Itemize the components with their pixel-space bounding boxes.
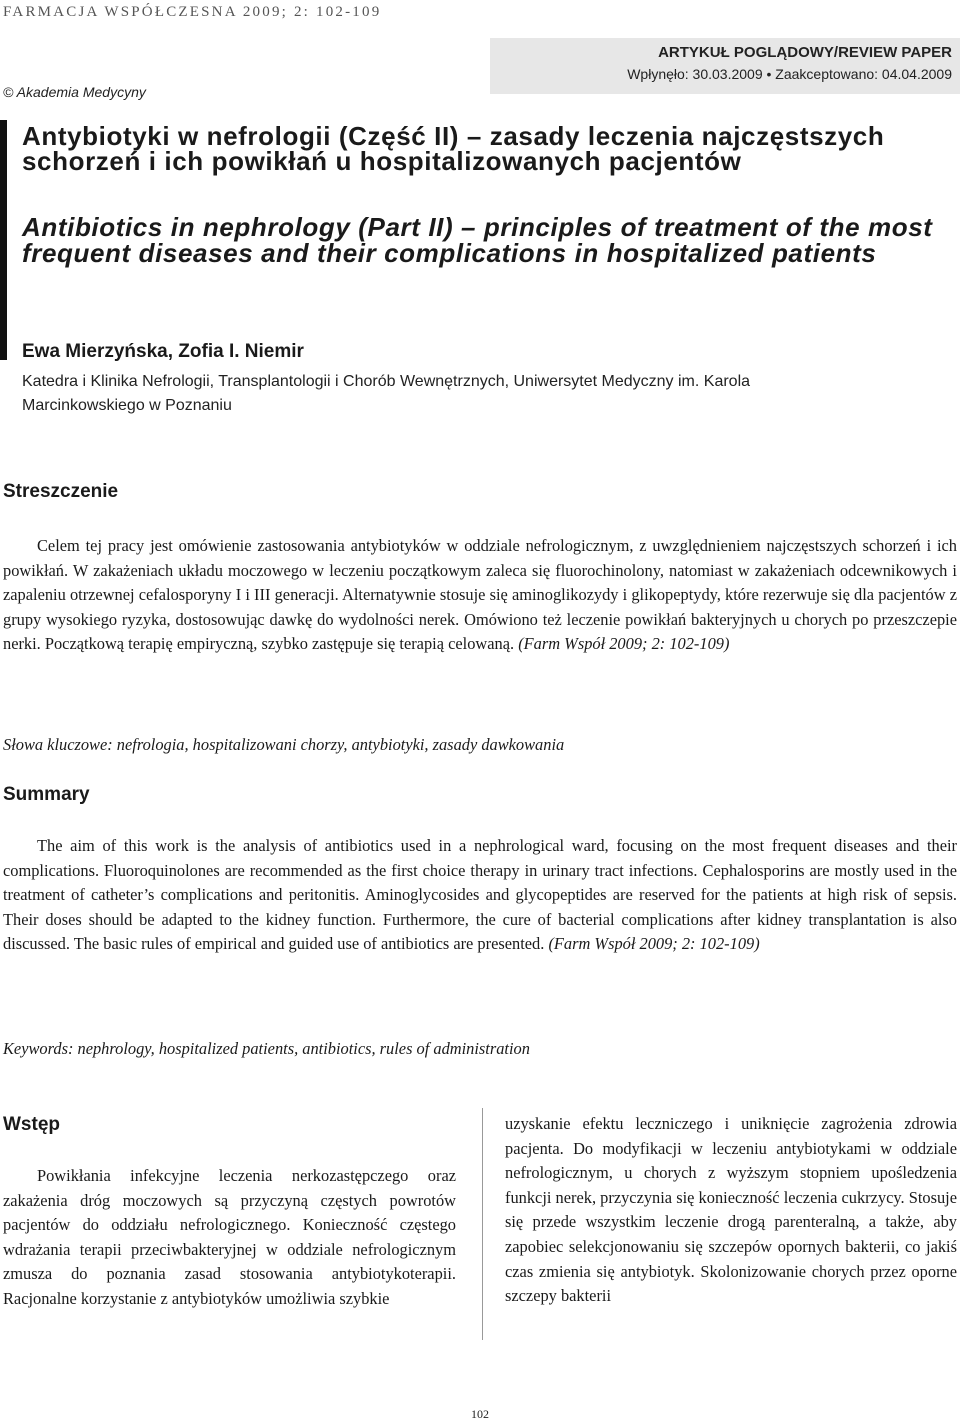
streszczenie-body: [3, 534, 957, 657]
journal-header: FARMACJA WSPÓŁCZESNA 2009; 2: 102-109: [3, 4, 382, 20]
summary-text: The aim of this work is the analysis of antibiotics used in a nephrological ward, focusing on the most frequent diseases and their complications. Fluoroquinolones are recommended as the first choice therapy in urinary tract infections. Cephalosporins are mostly used in the treatment of catheter’s complications and peritonitis. Aminoglycosides and glycopeptides are reserved for the patients at high risk of sepsis. Their doses should be adapted to the kidney function. Furthermore, the cure of bacterial complications after kidney transplantation is also discussed. The basic rules of empirical and guided use of antibiotics are presented.: [3, 836, 957, 954]
article-type: ARTYKUŁ POGLĄDOWY/REVIEW PAPER: [658, 44, 952, 61]
wstep-left-column: Powikłania infekcyjne leczenia nerkozastępczego oraz zakażenia dróg moczowych są przyczyną częstych powrotów pacjentów do oddziału nefrologicznego. Konieczność częstego wdrażania terapii przeciwbakteryjnej w oddziale nefrologicznym zmusza do poznania zasad stosowania antybiotykoterapii. Racjonalne korzystanie z antybiotyków umożliwia szybkie: [3, 1166, 456, 1308]
keywords-english: Keywords: nephrology, hospitalized patients, antibiotics, rules of administration: [3, 1039, 530, 1058]
title-english: Antibiotics in nephrology (Part II) – principles of treatment of the most frequent diseases and their complications in hospitalized patients: [22, 212, 933, 268]
affiliation: Katedra i Klinika Nefrologii, Transplantologii i Chorób Wewnętrznych, Uniwersytet Medyczny im. Karola Marcinkowskiego w Poznaniu: [22, 373, 751, 414]
title-polish: Antybiotyki w nefrologii (Część II) – zasady leczenia najczęstszych schorzeń i ich powikłań u hospitalizowanych pacjentów: [22, 121, 885, 176]
title-accent-bar: [0, 120, 7, 360]
summary-heading: Summary: [3, 784, 90, 805]
summary-citation: (Farm Współ 2009; 2: 102-109): [548, 934, 760, 954]
streszczenie-heading: Streszczenie: [3, 481, 119, 502]
column-divider: [482, 1108, 483, 1340]
wstep-heading: Wstęp: [3, 1114, 60, 1135]
wstep-right-column: uzyskanie efektu leczniczego i uniknięcie zagrożenia zdrowia pacjenta. Do modyfikacji w leczeniu antybiotykami w oddziale nefrologicznym, u chorych z wyższym stopniem upośledzenia funkcji nerek, przyczynia się konieczność leczenia cukrzycy. Stosuje się przede wszystkim leczenie drogą parenteralną, a także, aby zapobiec selekcjonowaniu się szczepów opornych bakterii, co jakiś czas zmienia się antybiotyk. Skolonizowanie chorych przez oporne szczepy bakterii: [505, 1114, 957, 1306]
streszczenie-text: Celem tej pracy jest omówienie zastosowania antybiotyków w oddziale nefrologicznym, z uwzględnieniem najczęstszych schorzeń i ich powikłań. W zakażeniach układu moczowego w leczeniu początkowym zaleca się fluorochinolony, natomiast w zakażeniach odcewnikowych i zapaleniu otrzewnej cefalosporyny I i III generacji. Alternatywnie stosuje się aminoglikozydy i glikopeptydy, które rezerwuje się dla pacjentów z grupy wysokiego ryzyka, dostosowując dawkę do wydolności nerek. Omówiono też leczenie powikłań bakteryjnych u chorych po przeszczepie nerki. Początkową terapię empiryczną, szybko zastępuje się terapią celowaną.: [3, 536, 957, 654]
authors: Ewa Mierzyńska, Zofia I. Niemir: [22, 341, 304, 362]
copyright-notice: © Akademia Medycyny: [3, 84, 146, 100]
page-number: 102: [471, 1407, 489, 1421]
received-accepted-dates: Wpłynęło: 30.03.2009 • Zaakceptowano: 04.04.2009: [627, 66, 952, 82]
keywords-polish: Słowa kluczowe: nefrologia, hospitalizowani chorzy, antybiotyki, zasady dawkowania: [3, 735, 565, 754]
summary-body: [3, 834, 957, 957]
streszczenie-citation: (Farm Współ 2009; 2: 102-109): [518, 634, 730, 654]
